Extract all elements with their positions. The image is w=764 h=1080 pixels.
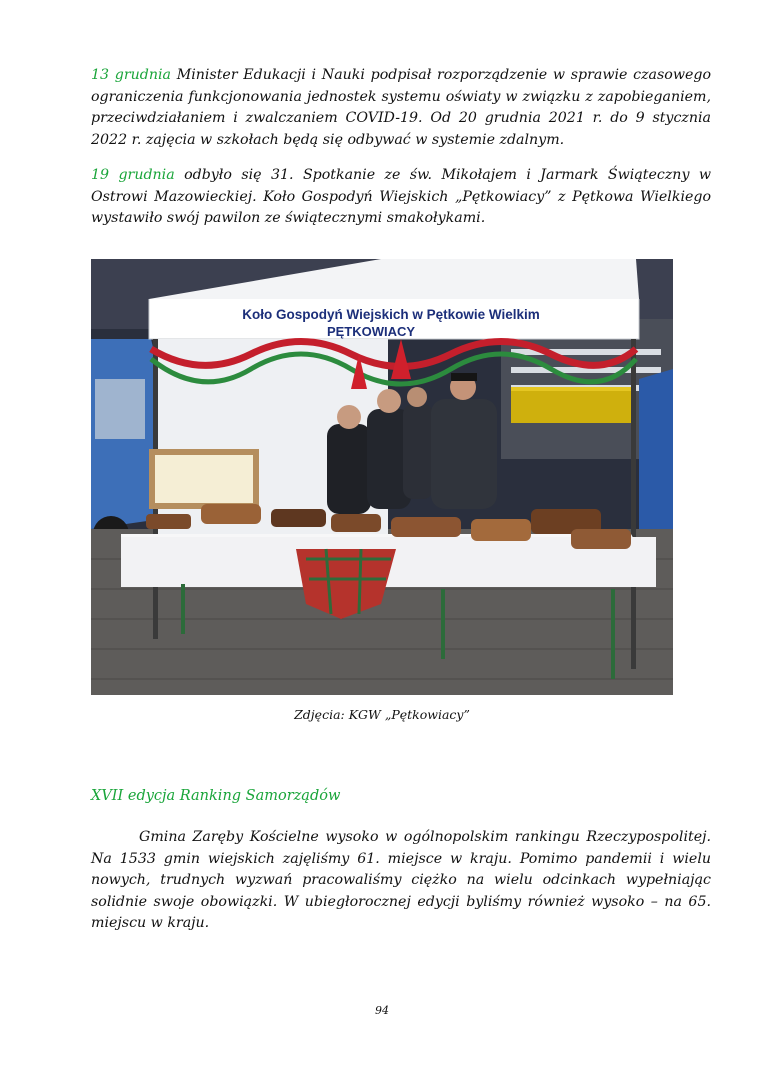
banner-line-1: Koło Gospodyń Wiejskich w Pętkowie Wielkim xyxy=(242,307,540,322)
date-13-december: 13 grudnia xyxy=(91,67,171,83)
page-number: 94 xyxy=(375,1004,389,1017)
section-paragraph: Gmina Zaręby Kościelne wysoko w ogólnopolskim rankingu Rzeczypospolitej. Na 1533 gmin wiejskich zajęliśmy 61. miejsce w kraju. Pomimo pandemii i wielu nowych, trudnych wyzwań pracowaliśmy ciężko na wielu odcinkach wypełniając solidnie swoje obowiązki. W ubiegłorocznej edycji byliśmy również wysoko – na 65. miejscu w kraju. xyxy=(91,829,711,931)
date-19-december: 19 grudnia xyxy=(91,167,175,183)
paragraph-19-december xyxy=(91,165,711,230)
photo-christmas-market-stall xyxy=(91,259,673,695)
photo-illustration xyxy=(91,259,673,695)
paragraph-13-december xyxy=(91,65,711,151)
photo-caption: Zdjęcia: KGW „Pętkowiacy” xyxy=(294,707,470,722)
paragraph-19-december-text: odbyło się 31. Spotkanie ze św. Mikołajem i Jarmark Świąteczny w Ostrowi Mazowieckiej. Koło Gospodyń Wiejskich „Pętkowiacy” z Pętkowa Wielkiego wystawiło swój pawilon ze świątecznymi smakołykami. xyxy=(91,167,712,226)
banner-line-2: PĘTKOWIACY xyxy=(326,324,416,339)
paragraph-13-december-text: Minister Edukacji i Nauki podpisał rozporządzenie w sprawie czasowego ograniczenia funkcjonowania jednostek systemu oświaty w związku z zapobieganiem, przeciwdziałaniem i zwalczaniem COVID-19. Od 20 grudnia 2021 r. do 9 stycznia 2022 r. zajęcia w szkołach będą się odbywać w systemie zdalnym. xyxy=(91,67,711,148)
section-heading: XVII edycja Ranking Samorządów xyxy=(91,788,341,804)
